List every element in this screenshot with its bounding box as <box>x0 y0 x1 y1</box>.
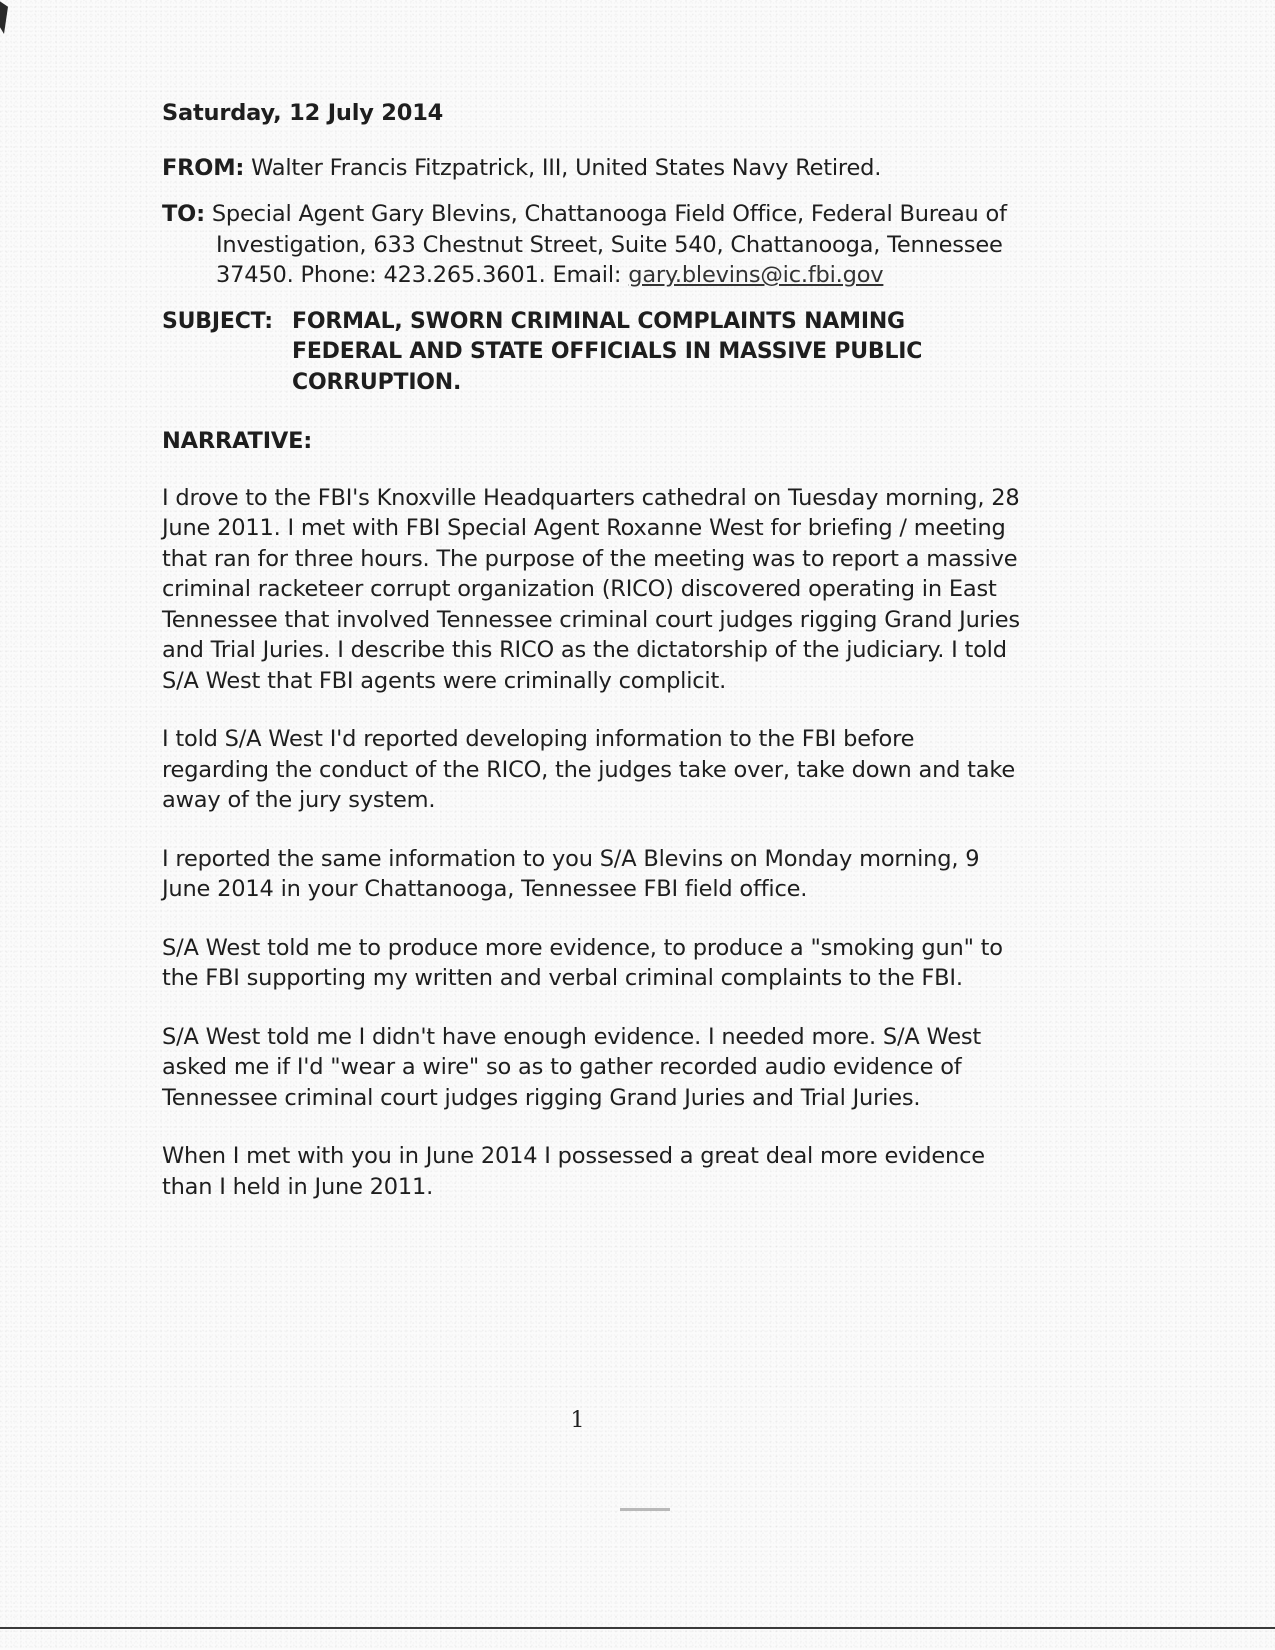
subject-value: FORMAL, SWORN CRIMINAL COMPLAINTS NAMING FEDERAL AND STATE OFFICIALS IN MASSIVE PUBLIC CORRUPTION. <box>292 308 923 395</box>
corner-staple-mark <box>0 0 8 34</box>
from-label: FROM: <box>162 154 245 181</box>
narrative-paragraph: I drove to the FBI's Knoxville Headquarters cathedral on Tuesday morning, 28 June 2011. I met with FBI Special Agent Roxanne West for briefing / meeting that ran for three hours. The purpose of the meeting was to report a massive criminal racketeer corrupt organization (RICO) discovered operating in East Tennessee that involved Tennessee criminal court judges rigging Grand Juries and Trial Juries. I describe this RICO as the dictatorship of the judiciary. I told S/A West that FBI agents were criminally complicit. <box>162 484 1020 694</box>
from-line <box>162 153 1062 184</box>
letter-body <box>162 98 1062 1230</box>
narrative-paragraph: S/A West told me to produce more evidence, to produce a "smoking gun" to the FBI supporting my written and verbal criminal complaints to the FBI. <box>162 934 1003 991</box>
to-label: TO: <box>162 201 205 227</box>
letter-date: Saturday, 12 July 2014 <box>162 100 444 126</box>
to-value: Special Agent Gary Blevins, Chattanooga Field Office, Federal Bureau of Investigation, 633 Chestnut Street, Suite 540, Chattanooga, Tennessee 37450. Phone: 423.265.3601. Email: <box>211 201 1007 288</box>
narrative-paragraph: I reported the same information to you S/A Blevins on Monday morning, 9 June 2014 in your Chattanooga, Tennessee FBI field office. <box>162 845 980 902</box>
scan-smudge <box>620 1508 670 1511</box>
narrative-paragraph: S/A West told me I didn't have enough evidence. I needed more. S/A West asked me if I'd "wear a wire" so as to gather recorded audio evidence of Tennessee criminal court judges rigging Grand Juries and Trial Juries. <box>162 1023 981 1111</box>
narrative-paragraph: When I met with you in June 2014 I possessed a great deal more evidence than I held in June 2011. <box>162 1143 985 1200</box>
narrative-paragraph: I told S/A West I'd reported developing information to the FBI before regarding the conduct of the RICO, the judges take over, take down and take away of the jury system. <box>162 726 1016 813</box>
subject-label: SUBJECT: <box>162 308 273 334</box>
subject-line <box>162 307 1062 399</box>
to-email-link[interactable]: gary.blevins@ic.fbi.gov <box>628 262 884 288</box>
to-line <box>162 199 1062 291</box>
bottom-edge-rule <box>0 1627 1275 1629</box>
narrative-heading: NARRATIVE: <box>162 428 313 454</box>
page-number: 1 <box>570 1408 585 1433</box>
from-value: Walter Francis Fitzpatrick, III, United States Navy Retired. <box>251 154 882 181</box>
